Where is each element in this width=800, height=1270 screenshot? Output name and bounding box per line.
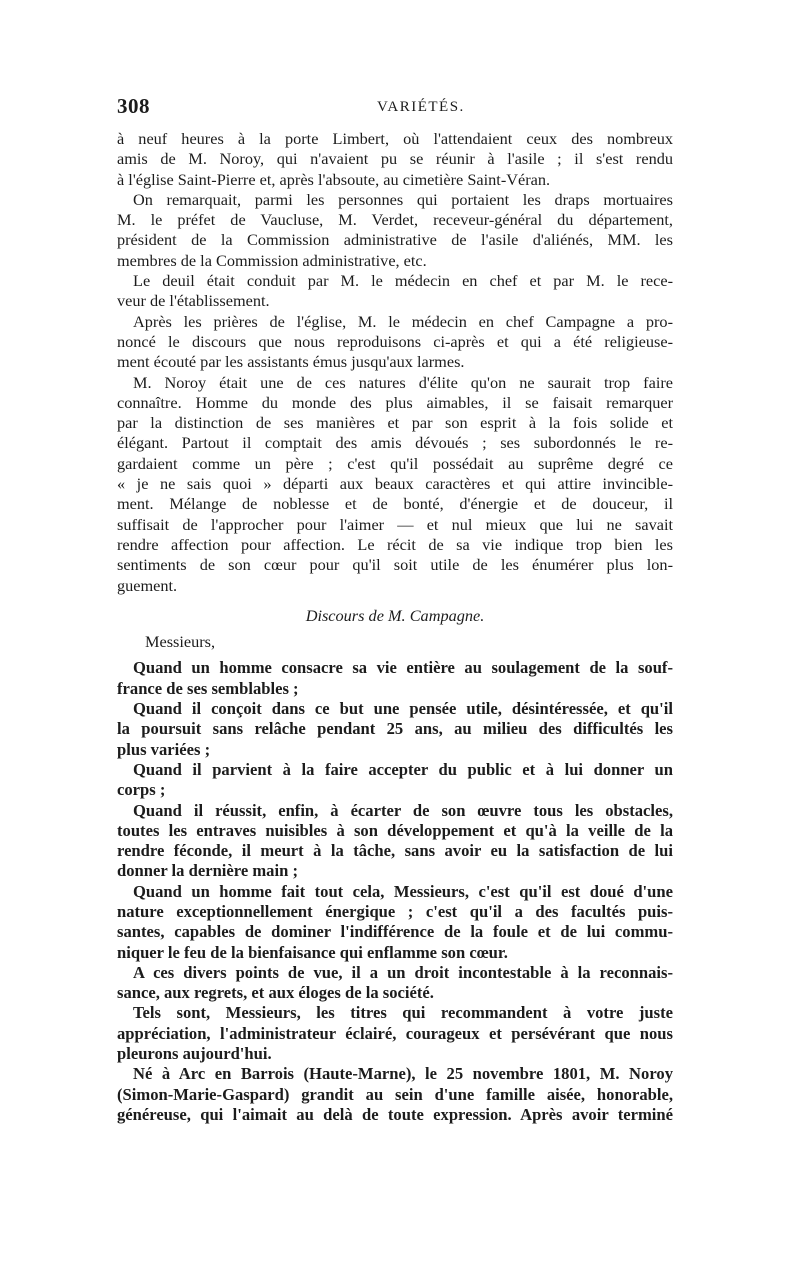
text-line: connaître. Homme du monde des plus aimables, il se faisait remarquer <box>117 392 673 412</box>
text-line: rendre féconde, il meurt à la tâche, sans avoir eu la satisfaction de lui <box>117 841 673 861</box>
page-header <box>117 94 673 122</box>
body-text <box>117 129 673 1125</box>
text-line: Quand il conçoit dans ce but une pensée utile, désintéressée, et qu'il <box>133 699 673 719</box>
text-line: (Simon-Marie-Gaspard) grandit au sein d'une famille aisée, honorable, <box>117 1084 673 1104</box>
text-line: donner la dernière main ; <box>117 861 298 881</box>
text-line: ment écouté par les assistants émus jusqu'aux larmes. <box>117 352 465 372</box>
text-line: rendre affection pour affection. Le récit de sa vie indique trop bien les <box>117 534 673 554</box>
text-line: pleurons aujourd'hui. <box>117 1044 272 1064</box>
text-line: Quand il parvient à la faire accepter du public et à lui donner un <box>133 759 673 779</box>
text-line: par la distinction de ses manières et par son esprit à la fois solide et <box>117 413 673 433</box>
text-line: france de ses semblables ; <box>117 678 299 698</box>
text-line: M. Noroy était une de ces natures d'élite qu'on ne saurait trop faire <box>133 372 673 392</box>
text-line: la poursuit sans relâche pendant 25 ans, au milieu des difficultés les <box>117 719 673 739</box>
text-line: Quand un homme fait tout cela, Messieurs, c'est qu'il est doué d'une <box>133 881 673 901</box>
text-line: membres de la Commission administrative, etc. <box>117 250 427 270</box>
text-line: noncé le discours que nous reproduisons ci-après et qui a été religieuse- <box>117 331 673 351</box>
text-line: corps ; <box>117 780 166 800</box>
text-line: ment. Mélange de noblesse et de bonté, d'énergie et de douceur, il <box>117 494 673 514</box>
intro-paragraphs <box>117 129 673 373</box>
text-line: à l'église Saint-Pierre et, après l'absoute, au cimetière Saint-Véran. <box>117 169 551 189</box>
text-line: veur de l'établissement. <box>117 291 270 311</box>
text-line: santes, capables de dominer l'indifférence de la foule et de lui commu- <box>117 922 673 942</box>
text-line: M. le préfet de Vaucluse, M. Verdet, receveur-général du département, <box>117 210 673 230</box>
text-line: A ces divers points de vue, il a un droit incontestable à la reconnais- <box>133 962 673 982</box>
text-line: président de la Commission administrative de l'asile d'aliénés, MM. les <box>117 230 673 250</box>
text-line: gardaient comme un père ; c'est qu'il possédait au suprême degré ce <box>117 453 673 473</box>
speech-title: Discours de M. Campagne. <box>305 605 485 625</box>
text-line: « je ne sais quoi » départi aux beaux caractères et qui attire invincible- <box>117 474 673 494</box>
text-line: suffisait de l'approcher pour l'aimer — et nul mieux que lui ne savait <box>117 514 673 534</box>
text-line: Quand il réussit, enfin, à écarter de son œuvre tous les obstacles, <box>133 800 673 820</box>
text-line: élégant. Partout il comptait des amis dévoués ; ses subordonnés le re- <box>117 433 673 453</box>
salutation: Messieurs, <box>145 632 216 652</box>
text-line: guement. <box>117 575 178 595</box>
text-line: plus variées ; <box>117 739 211 759</box>
text-line: sentiments de son cœur pour qu'il soit utile de les énumérer plus lon- <box>117 555 673 575</box>
text-line: Tels sont, Messieurs, les titres qui recommandent à votre juste <box>133 1003 673 1023</box>
text-line: amis de M. Noroy, qui n'avaient pu se réunir à l'asile ; il s'est rendu <box>117 149 673 169</box>
text-line: à neuf heures à la porte Limbert, où l'attendaient ceux des nombreux <box>117 129 673 148</box>
text-line: Né à Arc en Barrois (Haute-Marne), le 25 novembre 1801, M. Noroy <box>133 1064 673 1084</box>
text-line: Quand un homme consacre sa vie entière au soulagement de la souf- <box>133 658 673 678</box>
page-number: 308 <box>117 94 150 118</box>
text-line: niquer le feu de la bienfaisance qui enflamme son cœur. <box>117 942 508 962</box>
text-line: nature exceptionnellement énergique ; c'est qu'il a des facultés puis- <box>117 901 673 921</box>
running-head: VARIÉTÉS. <box>377 99 465 115</box>
speech-text <box>117 658 673 1125</box>
text-line: toutes les entraves nuisibles à son développement et qu'à la veille de la <box>117 820 673 840</box>
text-line: Après les prières de l'église, M. le médecin en chef Campagne a pro- <box>133 311 673 331</box>
text-line: généreuse, qui l'aimait au delà de toute expression. Après avoir terminé <box>117 1104 673 1124</box>
text-line: appréciation, l'administrateur éclairé, courageux et persévérant que nous <box>117 1023 673 1043</box>
tribute-paragraph <box>117 373 673 596</box>
text-line: On remarquait, parmi les personnes qui portaient les draps mortuaires <box>133 189 673 209</box>
text-line: sance, aux regrets, et aux éloges de la société. <box>117 983 434 1003</box>
text-line: Le deuil était conduit par M. le médecin en chef et par M. le rece- <box>133 271 673 291</box>
